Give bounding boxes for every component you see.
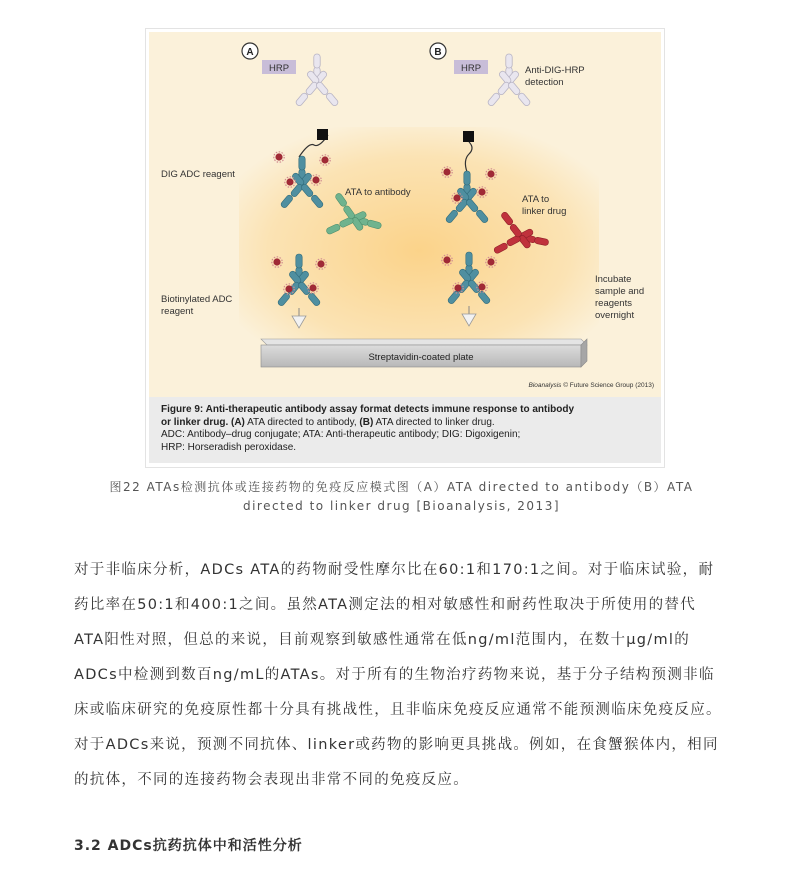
- body-text-line: 药比率在50:1和400:1之间。虽然ATA测定法的相对敏感性和耐药性取决于所使用的替代: [74, 597, 696, 613]
- image-caption-line1: 图22 ATAs检测抗体或连接药物的免疫反应模式图（A）ATA directed to antibody（B）ATA: [109, 480, 694, 494]
- ata-assay-diagram: [149, 32, 661, 397]
- body-text-line: 床或临床研究的免疫原性都十分具有挑战性，且非临床免疫反应通常不能预测临床免疫反应。: [74, 702, 722, 718]
- figure-9-caption: [149, 397, 661, 463]
- dig-adc-label: DIG ADC reagent: [161, 169, 235, 180]
- streptavidin-plate: [261, 339, 587, 367]
- ata-antibody-label: ATA to antibody: [345, 187, 411, 198]
- body-text-line: 对于ADCs来说，预测不同抗体、linker或药物的影响更具挑战。例如，在食蟹猴体内，相同: [74, 737, 719, 753]
- caption-line1: Figure 9: Anti-therapeutic antibody assay format detects immune response to antibody: [161, 404, 575, 415]
- ata-linker-label-line1: ATA to: [522, 194, 550, 205]
- caption-line2-bold1: or linker drug. (A): [161, 416, 245, 428]
- body-text-line: 对于非临床分析，ADCs ATA的药物耐受性摩尔比在60:1和170:1之间。对于临床试验，耐: [74, 562, 715, 578]
- dig-square-a: [317, 129, 328, 140]
- caption-line2-bold2: (B): [359, 416, 374, 428]
- incubate-label-line1: Incubate: [595, 274, 632, 285]
- panel-a-marker: [242, 43, 258, 59]
- hrp-label-a: HRP: [268, 63, 290, 74]
- figure-9-frame: [145, 28, 665, 468]
- body-text-line: ATA阳性对照，但总的来说，目前观察到敏感性通常在低ng/ml范围内，在数十μg/ml的: [74, 632, 691, 648]
- ata-linker-label-line2: linker drug: [522, 206, 567, 217]
- caption-line2-text1: ATA directed to antibody,: [244, 416, 360, 428]
- dig-square-b: [463, 131, 474, 142]
- incubate-label-line2: sample and: [595, 286, 645, 297]
- caption-line2-text2: ATA directed to linker drug.: [373, 416, 495, 428]
- biotin-label-line2: reagent: [161, 306, 194, 317]
- credit-rest: © Future Science Group (2013): [561, 382, 654, 389]
- biotin-label-line1: Biotinylated ADC: [161, 294, 233, 305]
- hrp-label-b: HRP: [460, 63, 482, 74]
- anti-dig-label-line1: Anti-DIG-HRP: [525, 65, 585, 76]
- panel-b-label: B: [434, 47, 442, 58]
- body-text-line: ADCs中检测到数百ng/mL的ATAs。对于所有的生物治疗药物来说，基于分子结构预测非临: [74, 667, 715, 683]
- section-heading: 3.2 ADCs抗药抗体中和活性分析: [74, 838, 303, 854]
- body-text-line: 的抗体，不同的连接药物会表现出非常不同的免疫反应。: [74, 772, 469, 788]
- panel-a-label: A: [246, 47, 254, 58]
- caption-line3: ADC: Antibody–drug conjugate; ATA: Anti-therapeutic antibody; DIG: Digoxigenin;: [161, 429, 521, 440]
- incubate-label-line3: reagents: [595, 298, 632, 309]
- credit-journal: Bioanalysis: [528, 382, 562, 389]
- image-caption-line2: directed to linker drug [Bioanalysis, 2013]: [242, 499, 561, 513]
- incubate-label-line4: overnight: [595, 310, 635, 321]
- plate-label: Streptavidin-coated plate: [368, 352, 474, 363]
- panel-b-marker: [430, 43, 446, 59]
- caption-line4: HRP: Horseradish peroxidase.: [161, 441, 297, 453]
- figure-credit: [529, 381, 654, 389]
- anti-dig-label-line2: detection: [525, 77, 564, 88]
